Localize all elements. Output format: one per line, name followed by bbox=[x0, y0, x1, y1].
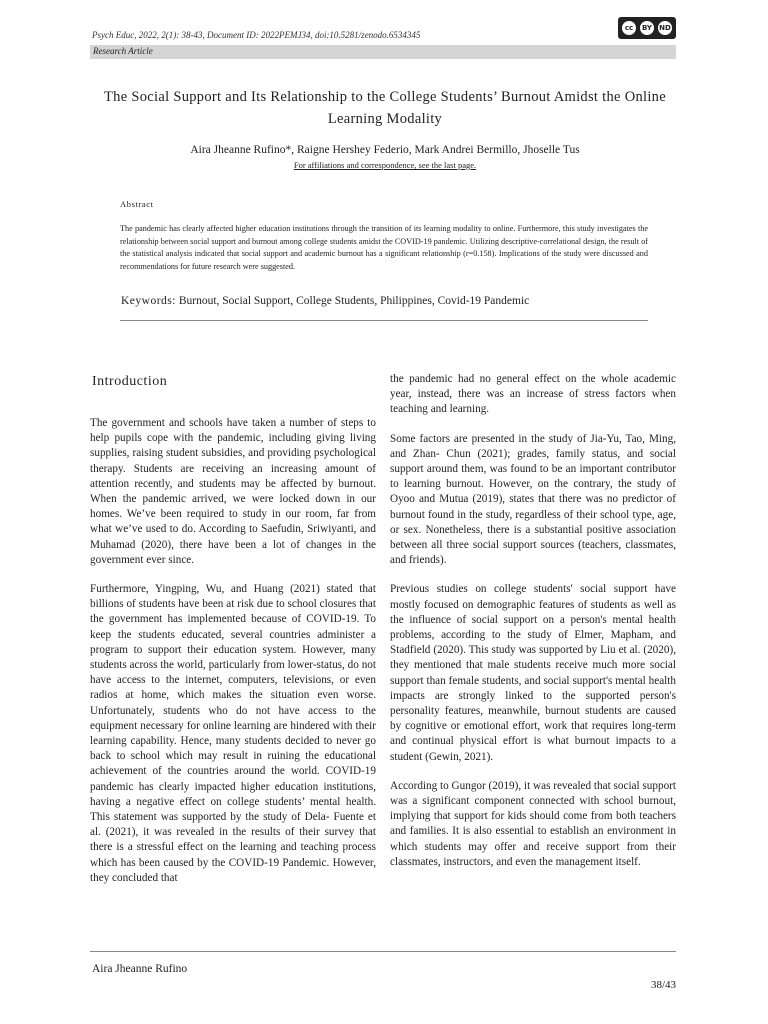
keywords-label: Keywords: bbox=[121, 295, 176, 307]
abstract-divider bbox=[120, 320, 648, 321]
author-list: Aira Jheanne Rufino*, Raigne Hershey Federio, Mark Andrei Bermillo, Jhoselle Tus bbox=[190, 144, 580, 156]
page-number: 38/43 bbox=[650, 979, 676, 991]
right-column bbox=[390, 372, 676, 884]
article-type: Research Article bbox=[93, 46, 153, 56]
paragraph: Previous studies on college students' social support have mostly focused on demographic features of students as well as the influence of social support on a person's mental health problems, according to the study of Elmer, Mapham, and Stadfield (2020). This study was supported by Liu et al. (2020), they mentioned that male students receive much more social support than female students, and social support's mental health impacts are strongly linked to the supported person's personality features, meanwhile, burnout students are caused by cognitive or emotional effort, work that requires long-term and continual physical effort is what burnout impacts to a student (Gewin, 2021). bbox=[390, 583, 676, 763]
keywords-text: Burnout, Social Support, College Students, Philippines, Covid-19 Pandemic bbox=[178, 295, 530, 307]
paper-title: The Social Support and Its Relationship to the College Students’ Burnout Amidst the Online Learning Modality bbox=[104, 89, 666, 127]
keywords bbox=[121, 295, 649, 307]
cc-license-badge bbox=[618, 17, 676, 39]
paragraph: Some factors are presented in the study of Jia-Yu, Tao, Ming, and Zhan- Chun (2021); grades, family status, and social support around them, was found to be an important contributor to learning burnout. However, on the contrary, the study of Oyoo and Mutua (2019), states that there was no predictor of burnout found in the study, regardless of their school type, age, or sex. Nonetheless, there is a substantial positive association between all three social support sources (teachers, classmates, and friends). bbox=[390, 432, 676, 567]
journal-citation: Psych Educ, 2022, 2(1): 38-43, Document ID: 2022PEMJ34, doi:10.5281/zenodo.6534345 bbox=[92, 30, 421, 40]
paragraph: the pandemic had no general effect on the whole academic year, instead, there was an increase of stress factors when teaching and learning. bbox=[390, 373, 676, 416]
paragraph: Furthermore, Yingping, Wu, and Huang (2021) stated that billions of students have been at risk due to school closures that the government has implemented because of COVID-19. To keep the students educated, several countries administer a program to support their education system. However, many students across the world, particularly from lower-status, do not have access to the internet, computers, televisions, or even radios at home, which makes the situation even worse. Unfortunately, students who do not have access to the equipment necessary for online learning are hindered with their learning capability. Hence, many students decided to never go back to school which may result in ruining the educational achievement of the countries around the world. COVID-19 pandemic has clearly impacted higher education institutions, having a negative effect on college students’ mental health. This statement was supported by the study of Dela- Fuente et al. (2021), it was revealed in the results of their survey that there is a stressful effect on the learning and teaching process which has been caused by the COVID-19 Pandemic. However, they concluded that bbox=[90, 583, 376, 884]
section-heading-introduction: Introduction bbox=[92, 374, 168, 389]
abstract-text: The pandemic has clearly affected higher education institutions through the transition of its learning modality to online. Furthermore, this study investigates the relationship between social support and burnout among college students amidst the COVID-19 pandemic. Utilizing descriptive-correlational design, the result of the statistical analysis indicated that social support and academic burnout has a significant relationship (r=0.158). Implications of the study were discussed and recommendations for future research were suggested. bbox=[120, 224, 648, 272]
left-column bbox=[90, 416, 376, 900]
nd-icon: ND bbox=[658, 21, 672, 35]
abstract-heading: Abstract bbox=[120, 199, 154, 209]
footer-author: Aira Jheanne Rufino bbox=[92, 963, 188, 975]
affiliation-note: For affiliations and correspondence, see the last page. bbox=[293, 160, 477, 170]
by-icon: BY bbox=[640, 21, 654, 35]
cc-icon: cc bbox=[622, 21, 636, 35]
paragraph: The government and schools have taken a number of steps to help pupils cope with the pandemic, including giving living supplies, raising student subsidies, and providing psychological therapy. Students are receiving an increasing amount of attention recently, and students may be affected by burnout. When the pandemic arrived, we were locked down in our homes. We’ve been required to study in our room, far from what we’ve used to do. According to Saefudin, Sriwiyanti, and Muhamad (2020), there have been a lot of changes in the government ever since. bbox=[90, 417, 376, 566]
paragraph: According to Gungor (2019), it was revealed that social support was a significant component connected with school burnout, implying that support for kids should come from both teachers and families. It is also essential to establish an environment in which students may offer and receive support from their classmates, instructors, and even the management itself. bbox=[390, 779, 676, 868]
article-type-bar bbox=[90, 45, 676, 59]
footer-divider bbox=[90, 951, 676, 952]
